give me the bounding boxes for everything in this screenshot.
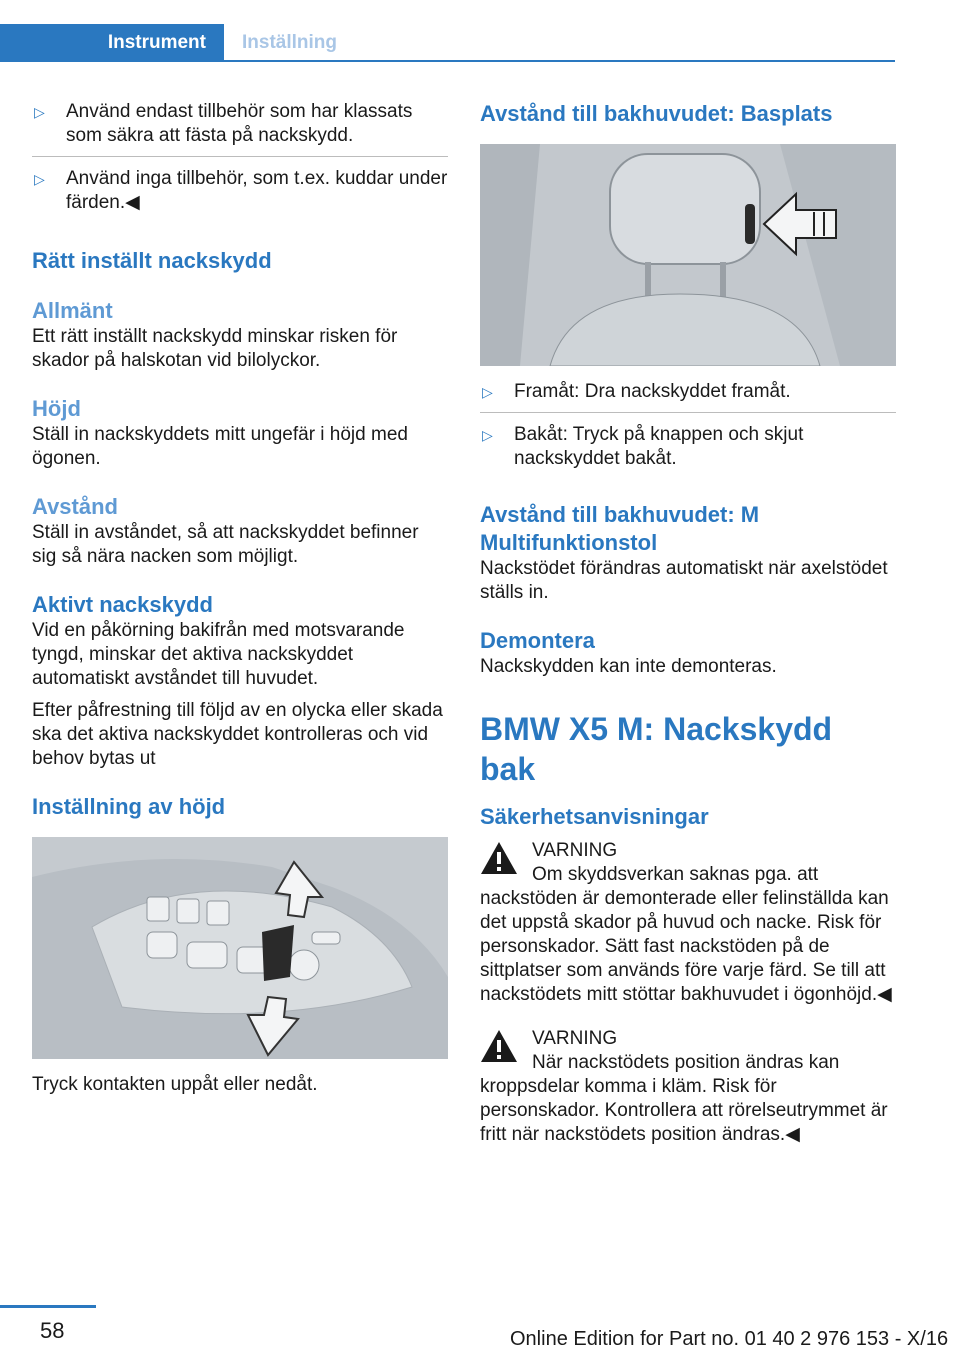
list-item: ▷ Framåt: Dra nackskyddet framåt. bbox=[480, 380, 896, 413]
tab-installning[interactable]: Inställning bbox=[242, 32, 337, 53]
warning-text-2: När nackstödets position ändras kan kroppsdelar komma i kläm. Risk för personskador. Kontrollera att rörelseutrymmet är fritt när nackstödets position ändras.◀ bbox=[480, 1052, 888, 1145]
heading-active-headrest: Aktivt nackskydd bbox=[32, 592, 213, 617]
text-active-2: Efter påfrestning till följd av en olycka eller skada ska det aktiva nackskyddet kontrolleras och vid behov bytas ut bbox=[32, 700, 443, 769]
footer-divider bbox=[0, 1305, 96, 1308]
heading-safety: Säkerhetsanvisningar bbox=[480, 804, 709, 829]
text-remove: Nackskydden kan inte demonteras. bbox=[480, 656, 777, 677]
header-tabs bbox=[0, 24, 895, 62]
left-column bbox=[32, 100, 448, 1097]
text-general: Ett rätt inställt nackskydd minskar risken för skador på halskotan vid bilolyckor. bbox=[32, 326, 398, 371]
footer-edition: Online Edition for Part no. 01 40 2 976 153 - X/16 bbox=[510, 1328, 949, 1350]
triangle-bullet-icon: ▷ bbox=[482, 384, 493, 400]
heading-general: Allmänt bbox=[32, 298, 113, 323]
text-height: Ställ in nackskyddets mitt ungefär i höjd med ögonen. bbox=[32, 424, 408, 469]
heading-height: Höjd bbox=[32, 396, 81, 421]
heading-base-position: Avstånd till bakhuvudet: Basplats bbox=[480, 101, 833, 126]
headrest-figure bbox=[480, 144, 896, 366]
list-item: ▷ Använd endast tillbehör som har klassats som säkra att fästa på nackskydd. bbox=[32, 100, 448, 157]
page-number: 58 bbox=[40, 1318, 65, 1343]
heading-remove: Demontera bbox=[480, 628, 595, 653]
heading-distance: Avstånd bbox=[32, 494, 118, 519]
right-bullet-list bbox=[480, 380, 896, 479]
warning-triangle-icon bbox=[480, 841, 518, 875]
list-item: ▷ Använd inga tillbehör, som t.ex. kuddar under färden.◀ bbox=[34, 168, 448, 213]
warning-block-1 bbox=[480, 839, 896, 1007]
heading-multifunction: Avstånd till bakhuvudet: M Multifunktionstol bbox=[480, 502, 760, 555]
heading-set-height: Inställning av höjd bbox=[32, 794, 226, 819]
text-active-1: Vid en påkörning bakifrån med motsvarande tyngd, minskar det aktiva nackskyddet automatiskt avståndet till huvudet. bbox=[32, 620, 405, 689]
seat-switch-figure bbox=[32, 837, 448, 1059]
warning-title-1: VARNING bbox=[532, 840, 618, 861]
caption-set-height: Tryck kontakten uppåt eller nedåt. bbox=[32, 1074, 318, 1095]
warning-text-1: Om skyddsverkan saknas pga. att nackstöden är demonterade eller felinställda kan det uppstå skador på huvud och nacke. Risk för personskador. Sätt fast nackstöden på de sittplatser som används före varje färd. Se till att nackstödets mitt stöttar bakhuvudet i ögonhöjd.◀ bbox=[480, 864, 892, 1005]
seat-switch-illustration bbox=[32, 837, 448, 1059]
triangle-bullet-icon: ▷ bbox=[34, 171, 45, 187]
warning-triangle-icon bbox=[480, 1029, 518, 1063]
right-column bbox=[480, 100, 896, 1147]
text-multifunction: Nackstödet förändras automatiskt när axelstödet ställs in. bbox=[480, 558, 888, 603]
warning-title-2: VARNING bbox=[532, 1028, 618, 1049]
list-item: ▷ Bakåt: Tryck på knappen och skjut nackskyddet bakåt. bbox=[482, 424, 804, 469]
triangle-bullet-icon: ▷ bbox=[34, 104, 45, 120]
warning-block-2 bbox=[480, 1027, 896, 1147]
text-distance: Ställ in avståndet, så att nackskyddet befinner sig så nära nacken som möjligt. bbox=[32, 522, 419, 567]
heading-correct-headrest: Rätt inställt nackskydd bbox=[32, 248, 272, 273]
heading-x5-rear-headrest: BMW X5 M: Nackskydd bak bbox=[480, 711, 833, 787]
triangle-bullet-icon: ▷ bbox=[482, 427, 493, 443]
headrest-illustration bbox=[480, 144, 896, 366]
tab-instrument[interactable]: Instrument bbox=[0, 24, 224, 62]
left-bullet-list bbox=[32, 100, 448, 223]
